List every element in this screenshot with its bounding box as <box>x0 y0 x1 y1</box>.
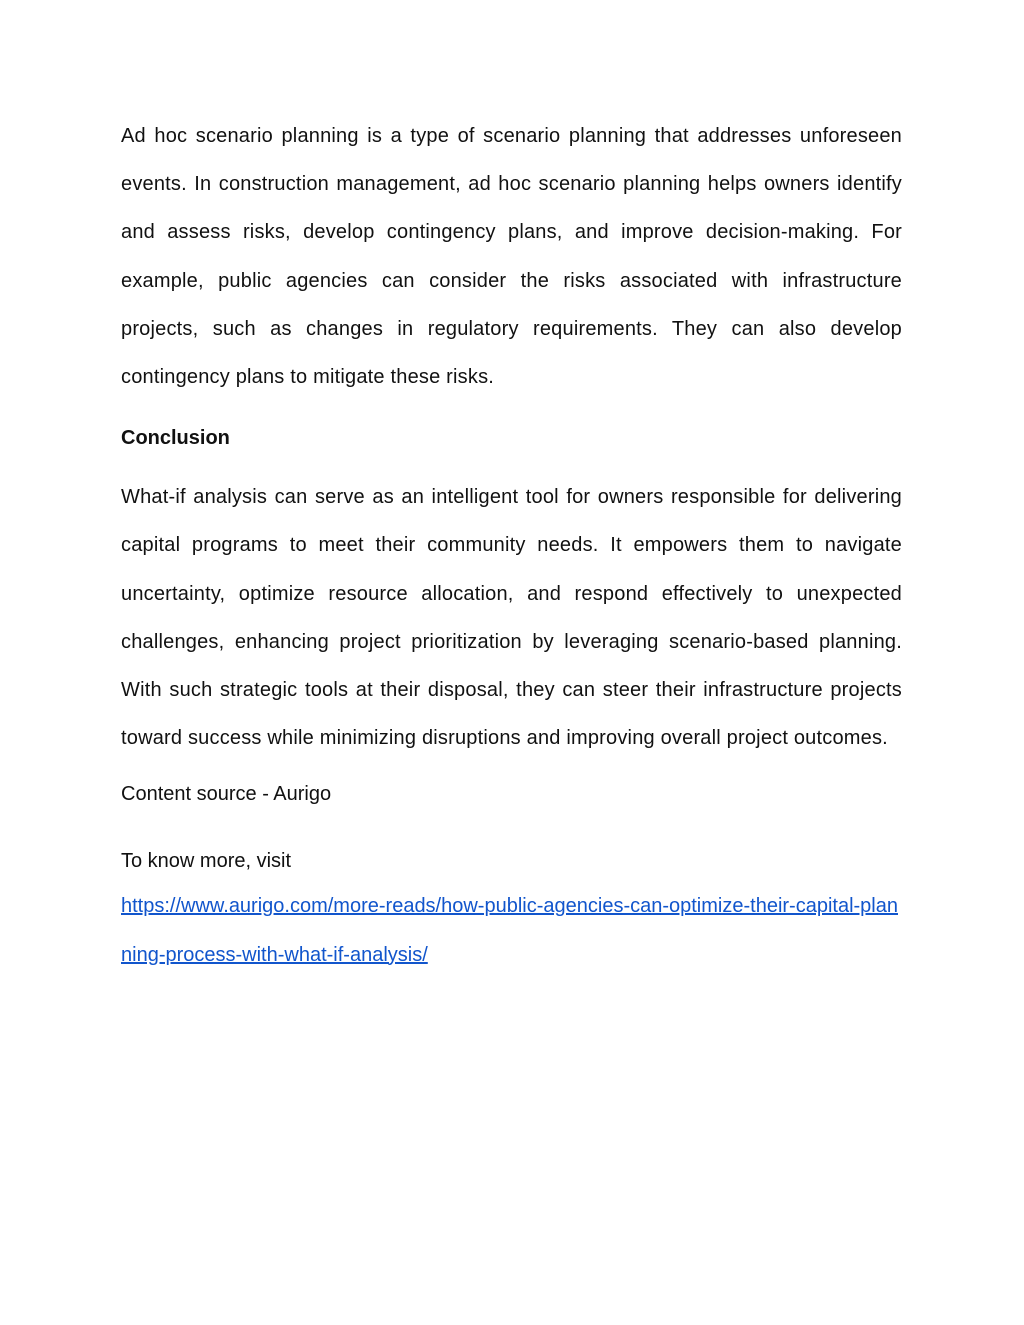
intro-paragraph: Ad hoc scenario planning is a type of scenario planning that addresses unforeseen events. In construction management, ad hoc scenario planning helps owners identify and assess risks, develop contingency plans, and improve decision-making. For example, public agencies can consider the risks associated with infrastructure projects, such as changes in regulatory requirements. They can also develop contingency plans to mitigate these risks. <box>121 125 902 389</box>
visit-label: To know more, visit <box>121 850 292 873</box>
visit-section <box>121 846 902 978</box>
source-link[interactable]: https://www.aurigo.com/more-reads/how-public-agencies-can-optimize-their-capital-planning-process-with-what-if-analysis/ <box>121 895 898 966</box>
document-page <box>121 112 902 979</box>
conclusion-paragraph: What-if analysis can serve as an intelligent tool for owners responsible for delivering capital programs to meet their community needs. It empowers them to navigate uncertainty, optimize resource allocation, and respond effectively to unexpected challenges, enhancing project prioritization by leveraging scenario-based planning. With such strategic tools at their disposal, they can steer their infrastructure projects toward success while minimizing disruptions and improving overall project outcomes. <box>121 486 902 750</box>
conclusion-heading: Conclusion <box>121 427 230 450</box>
content-source-text: Content source - Aurigo <box>121 783 332 806</box>
